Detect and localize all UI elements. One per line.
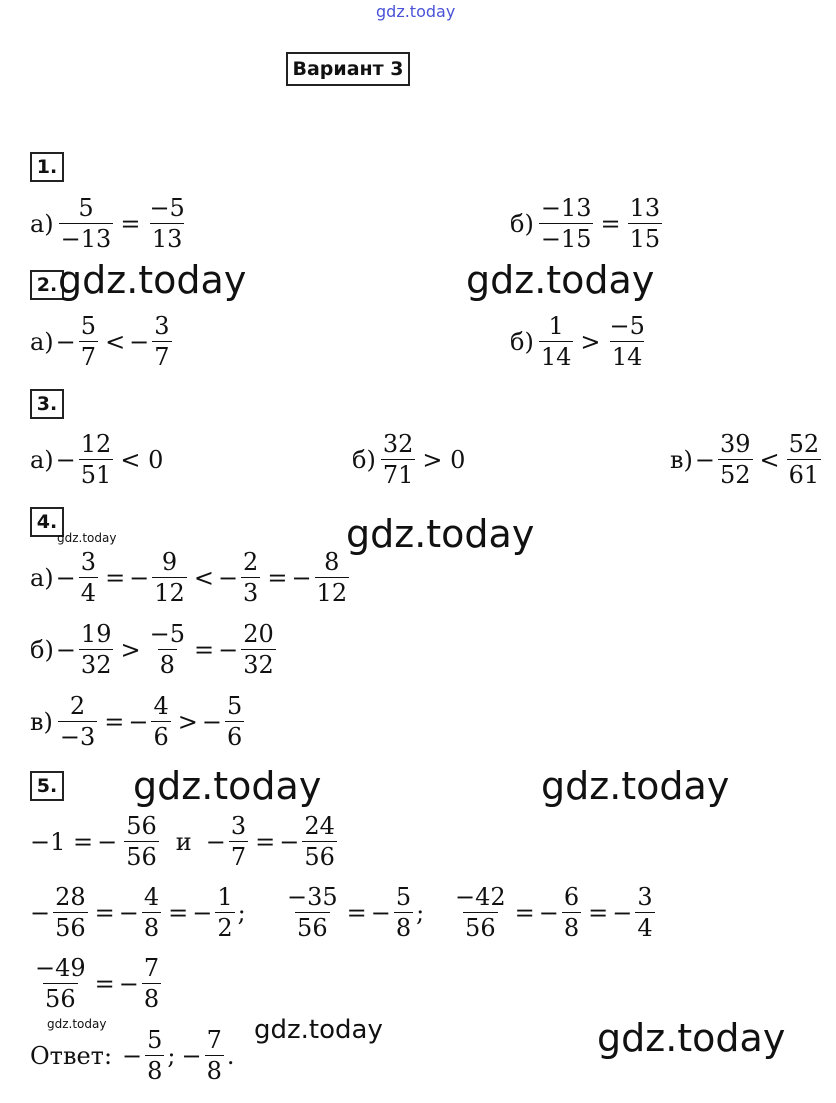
fraction <box>453 885 508 940</box>
numerator: 3 <box>80 548 97 576</box>
item-label: а) <box>30 563 54 592</box>
comparison: > 0 <box>422 445 466 474</box>
minus-sign: − <box>129 563 150 592</box>
minus-sign: − <box>192 898 213 927</box>
watermark: gdz.today <box>466 258 655 302</box>
denominator: 56 <box>304 843 335 871</box>
minus-sign: − <box>55 445 76 474</box>
fraction <box>315 550 350 605</box>
task2-b <box>510 314 650 369</box>
numerator: −5 <box>609 312 645 340</box>
minus-sign: − <box>370 898 391 927</box>
numerator: 9 <box>161 548 178 576</box>
denominator: 15 <box>629 225 661 253</box>
numerator: 5 <box>226 692 243 720</box>
numerator: 5 <box>80 312 97 340</box>
item-label: в) <box>670 445 693 474</box>
denominator: 6 <box>226 723 243 751</box>
numerator: 7 <box>206 1026 222 1054</box>
denominator: −3 <box>59 723 96 751</box>
numerator: 52 <box>788 430 820 458</box>
item-label: б) <box>510 327 534 356</box>
fraction <box>628 196 663 251</box>
numerator: 1 <box>217 883 233 911</box>
comparison: < 0 <box>120 445 164 474</box>
fraction <box>58 694 97 749</box>
denominator: 56 <box>297 914 328 942</box>
operator: > <box>177 707 198 736</box>
minus-sign: − <box>118 969 139 998</box>
fraction <box>79 622 114 677</box>
operator: = <box>105 563 126 592</box>
fraction <box>147 196 186 251</box>
minus-sign: − <box>218 635 239 664</box>
fraction <box>215 885 234 940</box>
denominator: 4 <box>80 579 97 607</box>
numerator: 7 <box>143 954 160 982</box>
numerator: 5 <box>147 1026 163 1054</box>
denominator: 8 <box>563 914 580 942</box>
denominator: 13 <box>151 225 183 253</box>
fraction <box>225 694 244 749</box>
operator: = <box>193 635 215 664</box>
denominator: 32 <box>243 651 274 679</box>
fraction <box>718 432 753 487</box>
operator: = <box>94 898 115 927</box>
denominator: 3 <box>243 579 259 607</box>
denominator: 12 <box>154 579 185 607</box>
separator: ; <box>167 1041 176 1070</box>
denominator: 8 <box>143 985 160 1013</box>
fraction <box>539 196 594 251</box>
conjunction: и <box>175 827 192 856</box>
watermark: gdz.today <box>58 258 247 302</box>
fraction <box>381 432 416 487</box>
task-number-3: 3. <box>30 389 64 419</box>
task3-c <box>670 432 824 487</box>
operator: = <box>514 898 535 927</box>
fraction <box>142 885 161 940</box>
operator: = <box>94 969 115 998</box>
operator: > <box>120 635 141 664</box>
variant-title: Вариант 3 <box>286 52 410 86</box>
denominator: 6 <box>153 723 169 751</box>
denominator: 8 <box>159 651 175 679</box>
fraction <box>79 550 98 605</box>
minus-sign: − <box>201 707 222 736</box>
fraction <box>229 814 248 869</box>
denominator: 14 <box>540 343 572 371</box>
minus-sign: − <box>118 898 139 927</box>
item-label: а) <box>30 445 54 474</box>
fraction <box>635 885 654 940</box>
numerator: −49 <box>35 954 86 982</box>
fraction <box>787 432 822 487</box>
fraction <box>152 314 171 369</box>
denominator: −13 <box>60 225 112 253</box>
minus-sign: − <box>205 827 226 856</box>
answer-line <box>30 1028 235 1083</box>
task5-line2c <box>450 885 658 940</box>
task3-a <box>30 432 167 487</box>
fraction <box>241 550 260 605</box>
fraction <box>241 622 276 677</box>
denominator: 56 <box>45 985 76 1013</box>
denominator: 8 <box>395 914 412 942</box>
denominator: 56 <box>126 843 157 871</box>
watermark: gdz.today <box>346 512 535 556</box>
operator: = <box>346 898 367 927</box>
fraction <box>79 432 114 487</box>
operator: = <box>600 209 621 238</box>
denominator: 14 <box>611 343 643 371</box>
fraction <box>151 694 170 749</box>
lead-expression: −1 = <box>30 827 94 856</box>
fraction <box>394 885 413 940</box>
denominator: 52 <box>719 461 751 489</box>
minus-sign: − <box>30 898 51 927</box>
task5-line2b <box>282 885 424 940</box>
watermark: gdz.today <box>47 1017 107 1031</box>
minus-sign: − <box>612 898 633 927</box>
minus-sign: − <box>122 1041 143 1070</box>
operator: < <box>105 327 126 356</box>
fraction <box>79 314 98 369</box>
task4-c <box>30 694 247 749</box>
watermark: gdz.today <box>254 1015 383 1045</box>
item-label: б) <box>510 209 534 238</box>
denominator: 8 <box>147 1057 163 1085</box>
fraction <box>33 956 88 1011</box>
numerator: 24 <box>304 812 335 840</box>
fraction <box>302 814 337 869</box>
denominator: 8 <box>143 914 160 942</box>
fraction <box>142 956 161 1011</box>
task-number-4: 4. <box>30 507 64 537</box>
operator: = <box>104 707 125 736</box>
watermark: gdz.today <box>57 531 117 545</box>
item-label: в) <box>30 707 53 736</box>
task-number-5: 5. <box>30 771 64 801</box>
fraction <box>59 196 114 251</box>
numerator: 8 <box>324 548 340 576</box>
task1-b <box>510 196 665 251</box>
numerator: 4 <box>153 692 169 720</box>
minus-sign: − <box>55 635 76 664</box>
numerator: 2 <box>243 548 259 576</box>
task-number-2: 2. <box>30 270 64 300</box>
minus-sign: − <box>129 327 150 356</box>
numerator: 28 <box>55 883 86 911</box>
minus-sign: − <box>181 1041 202 1070</box>
numerator: −35 <box>287 883 338 911</box>
operator: = <box>267 563 288 592</box>
denominator: 8 <box>206 1057 222 1085</box>
numerator: 3 <box>230 812 247 840</box>
task4-a <box>30 550 352 605</box>
minus-sign: − <box>694 445 715 474</box>
item-label: б) <box>352 445 376 474</box>
fraction <box>539 314 574 369</box>
item-label: а) <box>30 209 54 238</box>
numerator: −5 <box>149 620 185 648</box>
numerator: 2 <box>69 692 86 720</box>
denominator: 71 <box>382 461 414 489</box>
numerator: 32 <box>382 430 414 458</box>
item-label: б) <box>30 635 54 664</box>
denominator: 7 <box>230 843 247 871</box>
task5-line1 <box>30 814 340 869</box>
numerator: 5 <box>78 194 94 222</box>
task3-b <box>352 432 469 487</box>
answer-label: Ответ: <box>30 1041 113 1070</box>
operator: > <box>580 327 601 356</box>
numerator: 6 <box>563 883 580 911</box>
fraction <box>607 314 646 369</box>
separator: ; <box>237 898 246 927</box>
denominator: 56 <box>55 914 86 942</box>
watermark-top: gdz.today <box>376 2 456 21</box>
operator: = <box>168 898 189 927</box>
operator: < <box>759 445 780 474</box>
numerator: 19 <box>80 620 112 648</box>
item-label: а) <box>30 327 54 356</box>
minus-sign: − <box>55 327 76 356</box>
fraction <box>205 1028 224 1083</box>
watermark: gdz.today <box>133 764 322 808</box>
numerator: 4 <box>143 883 160 911</box>
numerator: 1 <box>548 312 564 340</box>
minus-sign: − <box>291 563 312 592</box>
separator: ; <box>416 898 425 927</box>
denominator: 4 <box>637 914 653 942</box>
fraction <box>562 885 581 940</box>
fraction <box>285 885 340 940</box>
numerator: 13 <box>629 194 661 222</box>
task5-line3 <box>30 956 164 1011</box>
denominator: −15 <box>540 225 592 253</box>
task1-a <box>30 196 190 251</box>
denominator: 61 <box>788 461 820 489</box>
end-mark: . <box>226 1041 235 1070</box>
fraction <box>124 814 159 869</box>
fraction <box>148 622 187 677</box>
numerator: 3 <box>154 312 170 340</box>
minus-sign: − <box>97 827 118 856</box>
minus-sign: − <box>217 563 239 592</box>
task4-b <box>30 622 279 677</box>
numerator: 56 <box>126 812 157 840</box>
numerator: 5 <box>395 883 412 911</box>
operator: = <box>255 827 276 856</box>
fraction <box>53 885 88 940</box>
numerator: −5 <box>149 194 185 222</box>
minus-sign: − <box>55 563 76 592</box>
denominator: 56 <box>465 914 496 942</box>
numerator: 20 <box>243 620 274 648</box>
task-number-1: 1. <box>30 152 64 182</box>
minus-sign: − <box>128 707 149 736</box>
numerator: −42 <box>455 883 506 911</box>
minus-sign: − <box>538 898 559 927</box>
operator: < <box>193 563 214 592</box>
denominator: 51 <box>80 461 112 489</box>
operator: = <box>588 898 609 927</box>
numerator: −13 <box>540 194 592 222</box>
denominator: 32 <box>80 651 112 679</box>
denominator: 7 <box>80 343 97 371</box>
denominator: 12 <box>316 579 348 607</box>
watermark: gdz.today <box>541 764 730 808</box>
numerator: 12 <box>80 430 112 458</box>
denominator: 2 <box>217 914 233 942</box>
minus-sign: − <box>279 827 300 856</box>
task2-a <box>30 314 175 369</box>
numerator: 39 <box>719 430 751 458</box>
task5-line2a <box>30 885 246 940</box>
numerator: 3 <box>637 883 653 911</box>
denominator: 7 <box>154 343 170 371</box>
operator: = <box>120 209 141 238</box>
fraction <box>145 1028 164 1083</box>
fraction <box>152 550 187 605</box>
watermark: gdz.today <box>597 1016 786 1060</box>
